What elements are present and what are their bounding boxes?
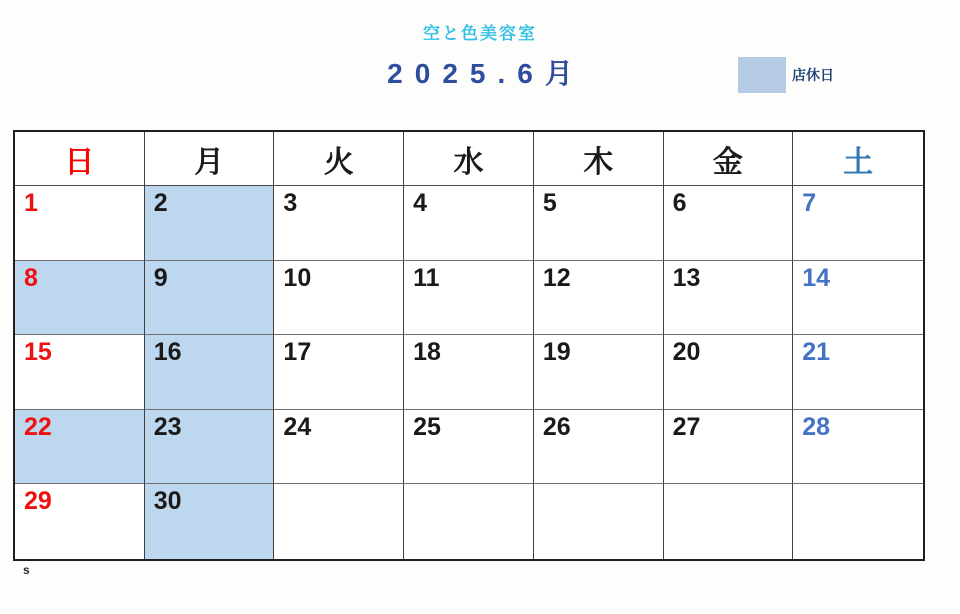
day-number: 28	[802, 412, 831, 441]
day-number: 7	[802, 189, 817, 217]
day-cell-4	[404, 186, 534, 261]
day-number: 20	[672, 338, 701, 367]
holiday-legend	[738, 57, 834, 93]
salon-name-title: 空と色美容室	[423, 24, 537, 43]
day-number: 16	[153, 338, 182, 367]
day-cell-9	[145, 261, 275, 336]
day-cell-24	[274, 410, 404, 485]
day-cell-12	[534, 261, 664, 336]
day-number: 13	[672, 263, 701, 292]
day-number: 1	[24, 189, 38, 217]
day-number: 24	[283, 412, 312, 441]
day-number: 14	[802, 263, 831, 292]
day-number: 12	[542, 263, 571, 292]
day-number: 6	[672, 189, 687, 217]
day-cell-empty	[664, 484, 794, 559]
day-cell-1	[15, 186, 145, 261]
day-number: 22	[24, 412, 52, 441]
day-cell-15	[15, 335, 145, 410]
day-number: 10	[283, 263, 312, 292]
day-number: 5	[542, 189, 557, 217]
day-cell-29	[15, 484, 145, 559]
day-cell-27	[664, 410, 794, 485]
day-number: 3	[283, 189, 298, 217]
day-cell-7	[793, 186, 923, 261]
weekday-header-2: 火	[274, 132, 404, 186]
day-cell-18	[404, 335, 534, 410]
month-title: 2025.6月	[387, 58, 585, 89]
weekday-header-6: 土	[793, 132, 923, 186]
weekday-header-5: 金	[664, 132, 794, 186]
day-number: 2	[153, 189, 168, 217]
day-cell-28	[793, 410, 923, 485]
day-cell-16	[145, 335, 275, 410]
day-number: 30	[153, 487, 182, 516]
weekday-header-4: 木	[534, 132, 664, 186]
day-number: 4	[413, 189, 428, 217]
day-cell-23	[145, 410, 275, 485]
day-cell-22	[15, 410, 145, 485]
day-number: 21	[802, 338, 831, 367]
day-cell-21	[793, 335, 923, 410]
day-number: 17	[283, 338, 312, 367]
day-cell-25	[404, 410, 534, 485]
calendar-grid	[13, 130, 925, 561]
day-number: 19	[542, 338, 571, 367]
day-number: 29	[24, 487, 52, 516]
day-cell-6	[664, 186, 794, 261]
day-cell-26	[534, 410, 664, 485]
day-cell-empty	[274, 484, 404, 559]
day-cell-11	[404, 261, 534, 336]
weekday-header-0: 日	[15, 132, 145, 186]
day-number: 15	[24, 338, 52, 367]
day-cell-14	[793, 261, 923, 336]
day-cell-19	[534, 335, 664, 410]
holiday-color-swatch	[738, 57, 786, 93]
day-cell-empty	[404, 484, 534, 559]
day-number: 9	[153, 263, 168, 292]
day-cell-10	[274, 261, 404, 336]
day-number: 27	[672, 412, 701, 441]
day-number: 26	[542, 412, 571, 441]
weekday-header-1: 月	[145, 132, 275, 186]
day-cell-8	[15, 261, 145, 336]
day-cell-5	[534, 186, 664, 261]
footer-mark: s	[23, 563, 30, 577]
day-cell-30	[145, 484, 275, 559]
day-cell-20	[664, 335, 794, 410]
weekday-header-3: 水	[404, 132, 534, 186]
holiday-legend-label: 店休日	[792, 67, 834, 83]
day-cell-3	[274, 186, 404, 261]
day-number: 8	[24, 263, 38, 292]
day-number: 25	[413, 412, 441, 441]
day-cell-empty	[534, 484, 664, 559]
day-cell-2	[145, 186, 275, 261]
day-cell-empty	[793, 484, 923, 559]
day-number: 18	[413, 338, 441, 367]
day-number: 23	[153, 412, 182, 441]
day-number: 11	[413, 263, 440, 292]
day-cell-13	[664, 261, 794, 336]
day-cell-17	[274, 335, 404, 410]
